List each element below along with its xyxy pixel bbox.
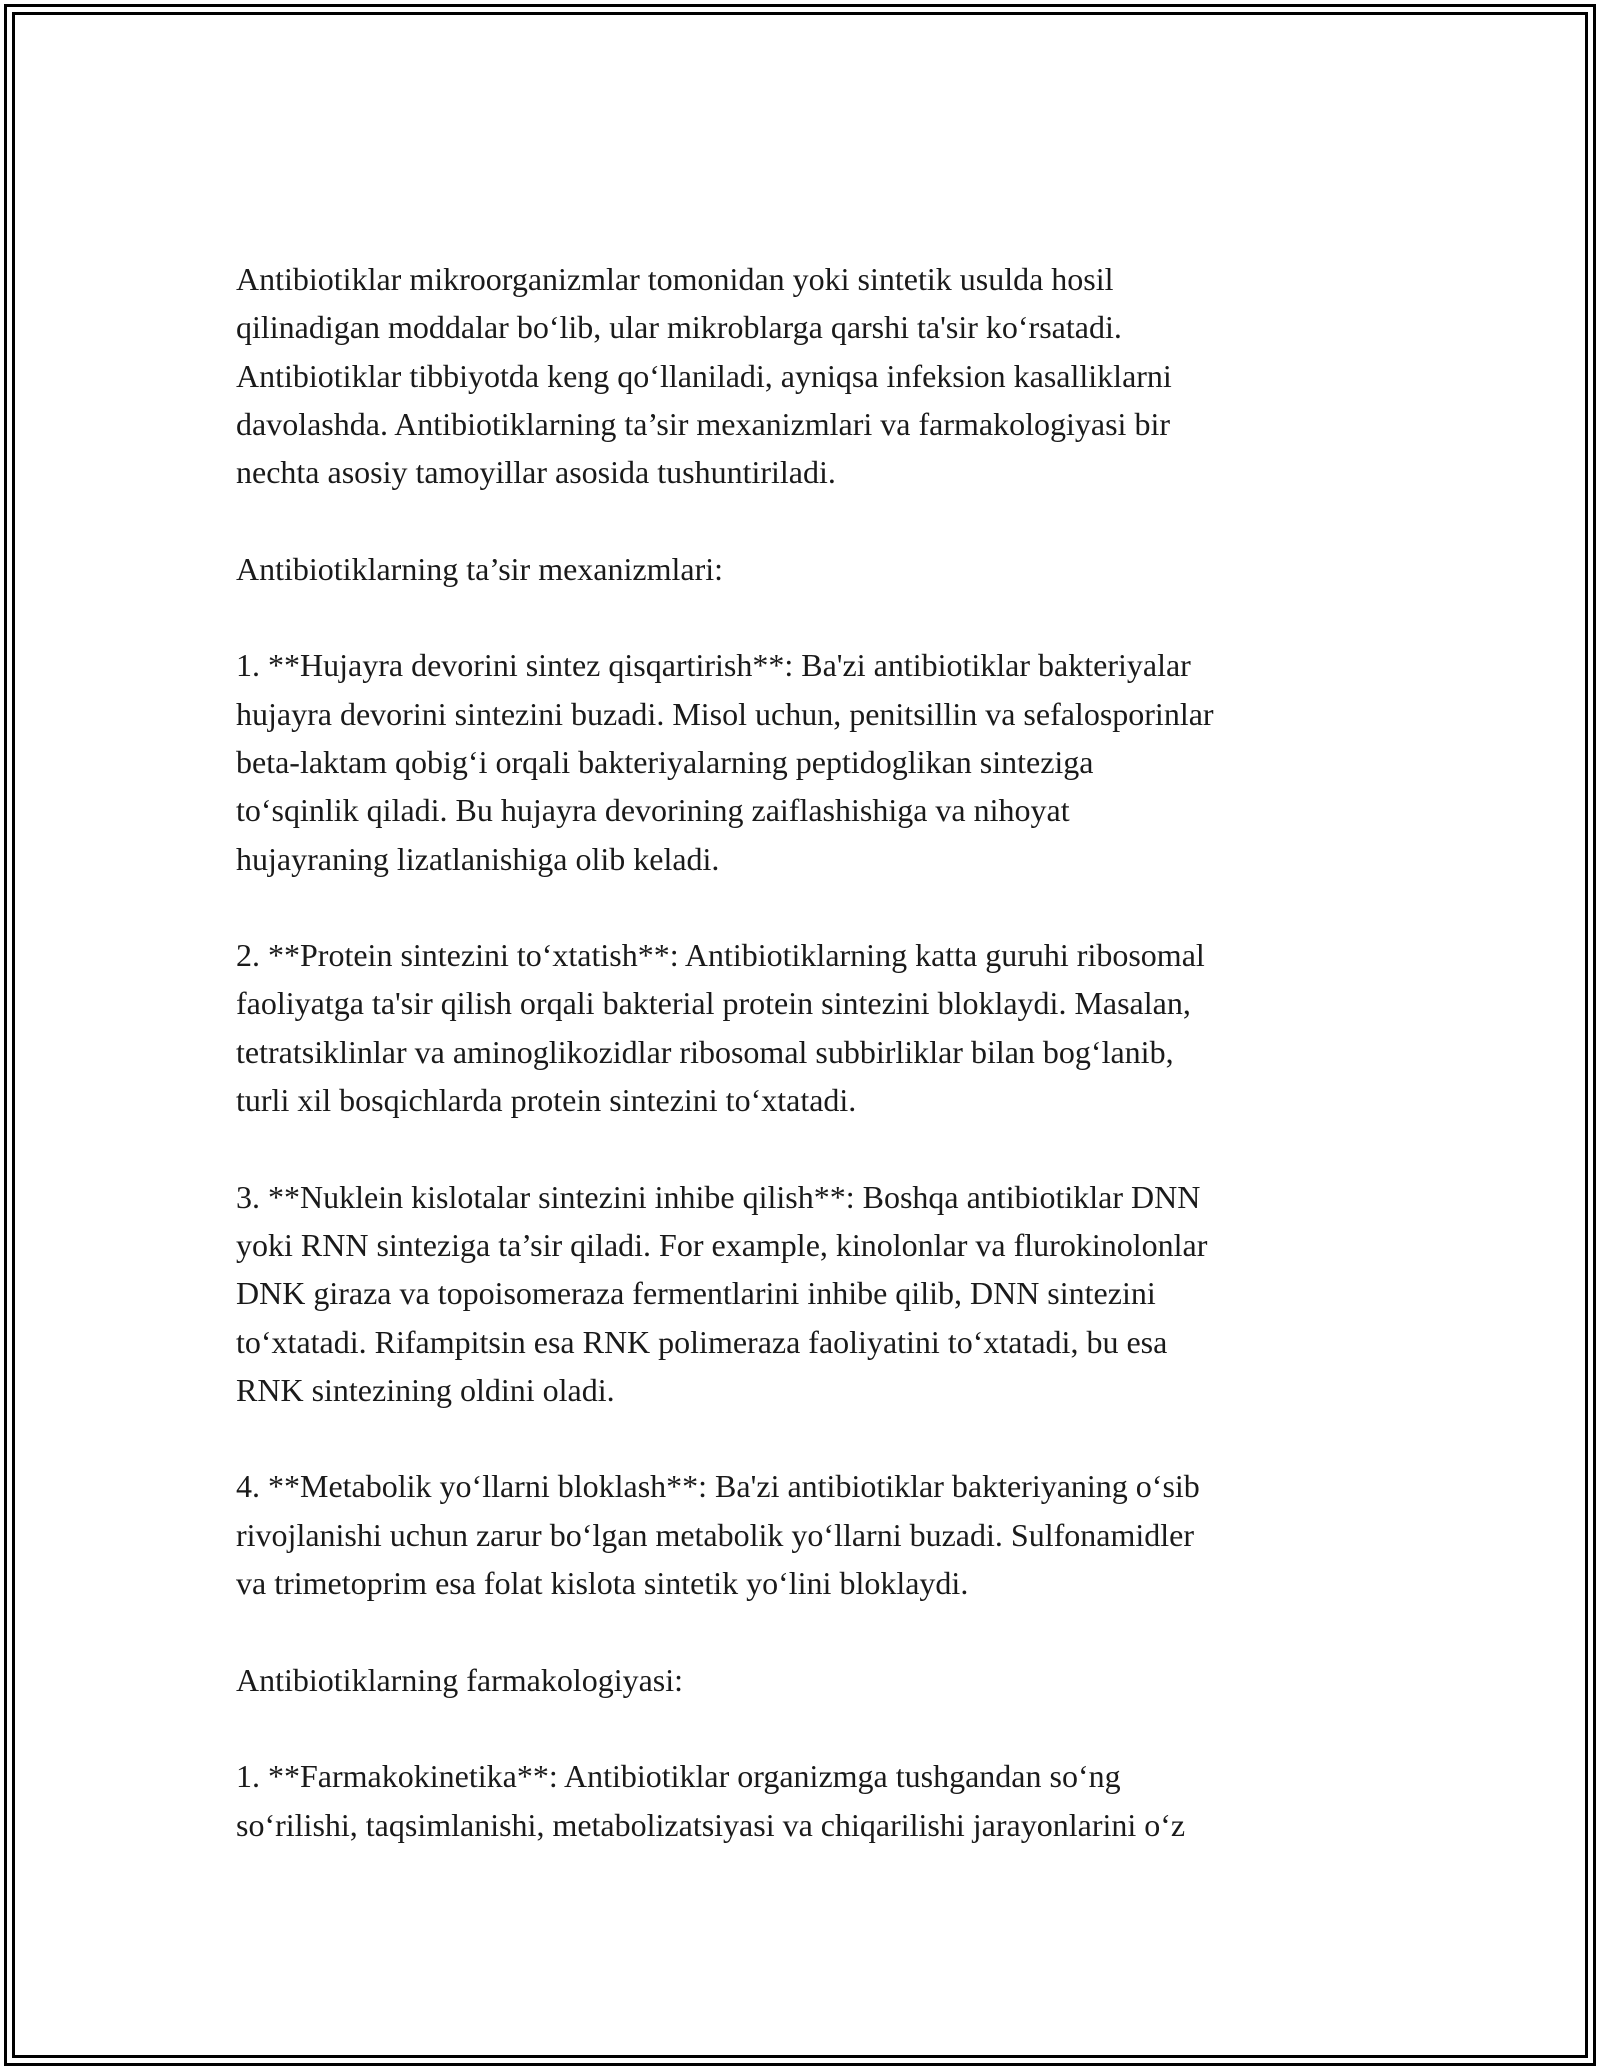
text-line: Antibiotiklarning ta’sir mexanizmlari: — [236, 550, 723, 587]
list-item-pharmacokinetics — [236, 1752, 1396, 1849]
list-item-3 — [236, 1173, 1396, 1414]
paragraph-intro — [236, 255, 1396, 496]
text-line: faoliyatga ta'sir qilish orqali bakterial protein sintezini bloklaydi. Masalan, — [236, 985, 1191, 1022]
text-line: 1. **Farmakokinetika**: Antibiotiklar organizmga tushgandan so‘ng — [236, 1758, 1121, 1795]
text-line: yoki RNN sinteziga ta’sir qiladi. For example, kinolonlar va flurokinolonlar — [236, 1226, 1208, 1263]
list-item-4 — [236, 1462, 1396, 1607]
text-line: Antibiotiklar mikroorganizmlar tomonidan yoki sintetik usulda hosil — [236, 261, 1114, 297]
text-line: 4. **Metabolik yo‘llarni bloklash**: Ba'zi antibiotiklar bakteriyaning o‘sib — [236, 1468, 1200, 1505]
text-line: davolashda. Antibiotiklarning ta’sir mexanizmlari va farmakologiyasi bir — [236, 405, 1170, 442]
text-line: nechta asosiy tamoyillar asosida tushuntiriladi. — [236, 454, 836, 491]
text-line: DNK giraza va topoisomeraza fermentlarini inhibe qilib, DNN sintezini — [236, 1275, 1156, 1312]
text-line: Antibiotiklar tibbiyotda keng qo‘llaniladi, ayniqsa infeksion kasalliklarni — [236, 357, 1172, 394]
list-item-2 — [236, 931, 1396, 1124]
text-line: to‘xtatadi. Rifampitsin esa RNK polimeraza faoliyatini to‘xtatadi, bu esa — [236, 1323, 1168, 1360]
text-line: 1. **Hujayra devorini sintez qisqartirish**: Ba'zi antibiotiklar bakteriyalar — [236, 647, 1191, 684]
text-line: rivojlanishi uchun zarur bo‘lgan metabolik yo‘llarni buzadi. Sulfonamidler — [236, 1516, 1194, 1553]
text-line: Antibiotiklarning farmakologiyasi: — [236, 1661, 684, 1698]
text-line: turli xil bosqichlarda protein sintezini to‘xtatadi. — [236, 1082, 857, 1119]
text-line: hujayra devorini sintezini buzadi. Misol uchun, penitsillin va sefalosporinlar — [236, 695, 1214, 732]
text-line: beta-laktam qobig‘i orqali bakteriyalarning peptidoglikan sinteziga — [236, 743, 1094, 780]
section-heading-pharmacology — [236, 1656, 1396, 1704]
list-item-1 — [236, 641, 1396, 882]
document-body — [236, 255, 1396, 1849]
text-line: so‘rilishi, taqsimlanishi, metabolizatsiyasi va chiqarilishi jarayonlarini o‘z — [236, 1806, 1186, 1843]
text-line: tetratsiklinlar va aminoglikozidlar ribosomal subbirliklar bilan bog‘lanib, — [236, 1033, 1174, 1070]
text-line: va trimetoprim esa folat kislota sintetik yo‘lini bloklaydi. — [236, 1565, 969, 1602]
text-line: 2. **Protein sintezini to‘xtatish**: Antibiotiklarning katta guruhi ribosomal — [236, 937, 1205, 974]
text-line: hujayraning lizatlanishiga olib keladi. — [236, 840, 720, 877]
text-line: RNK sintezining oldini oladi. — [236, 1371, 615, 1408]
text-line: 3. **Nuklein kislotalar sintezini inhibe qilish**: Boshqa antibiotiklar DNN — [236, 1178, 1201, 1215]
text-line: qilinadigan moddalar bo‘lib, ular mikroblarga qarshi ta'sir ko‘rsatadi. — [236, 309, 1122, 346]
section-heading-mechanisms — [236, 545, 1396, 593]
text-line: to‘sqinlik qiladi. Bu hujayra devorining zaiflashishiga va nihoyat — [236, 792, 1070, 829]
